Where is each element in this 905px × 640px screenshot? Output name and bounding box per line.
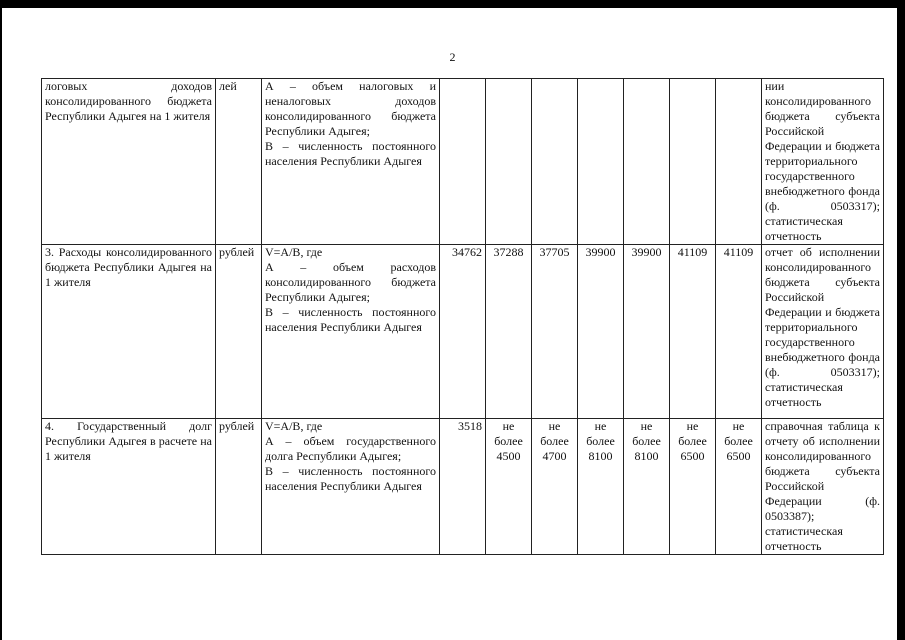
value-cell: 37288 (486, 245, 532, 419)
formula-cell: V=A/B, где А – объем государственного долга Республики Адыгея; В – численность постоянного населения Республики Адыгея (262, 419, 440, 555)
value-cell: не более 6500 (716, 419, 762, 555)
table-row (42, 79, 884, 245)
value-cell: 34762 (440, 245, 486, 419)
value-cell (716, 79, 762, 245)
indicators-table (41, 78, 884, 555)
value-cell: 37705 (532, 245, 578, 419)
formula-cell: А – объем налоговых и неналоговых доходов консолидированного бюджета Республики Адыгея; В – численность постоянного населения Республики Адыгея (262, 79, 440, 245)
value-cell: 39900 (624, 245, 670, 419)
value-cell: не более 8100 (624, 419, 670, 555)
value-cell (578, 79, 624, 245)
table-row (42, 419, 884, 555)
source-cell: нии консолидированного бюджета субъекта Российской Федерации и бюджета территориального государственного внебюджетного фонда (ф. 0503317); статистическая отчетность (762, 79, 884, 245)
indicator-cell: логовых доходов консолидированного бюджета Республики Адыгея на 1 жителя (42, 79, 216, 245)
value-cell: 41109 (716, 245, 762, 419)
unit-cell: рублей (216, 419, 262, 555)
value-cell: не более 6500 (670, 419, 716, 555)
unit-cell: лей (216, 79, 262, 245)
source-cell: отчет об исполнении консолидированного бюджета субъекта Российской Федерации и бюджета территориального государственного внебюджетного фонда (ф. 0503317); статистическая отчетность (762, 245, 884, 419)
value-cell (486, 79, 532, 245)
table-row (42, 245, 884, 419)
formula-cell: V=A/B, где А – объем расходов консолидированного бюджета Республики Адыгея; В – численность постоянного населения Республики Адыгея (262, 245, 440, 419)
value-cell: 41109 (670, 245, 716, 419)
value-cell (670, 79, 716, 245)
indicator-cell: 4. Государственный долг Республики Адыгея в расчете на 1 жителя (42, 419, 216, 555)
value-cell (440, 79, 486, 245)
indicator-cell: 3. Расходы консолидированного бюджета Республики Адыгея на 1 жителя (42, 245, 216, 419)
value-cell (624, 79, 670, 245)
value-cell: не более 8100 (578, 419, 624, 555)
value-cell: не более 4700 (532, 419, 578, 555)
value-cell: 3518 (440, 419, 486, 555)
value-cell: 39900 (578, 245, 624, 419)
unit-cell: рублей (216, 245, 262, 419)
source-cell: справочная таблица к отчету об исполнении консолидированного бюджета субъекта Российской Федерации (ф. 0503387); статистическая отчетность (762, 419, 884, 555)
page-number: 2 (449, 50, 456, 64)
value-cell (532, 79, 578, 245)
value-cell: не более 4500 (486, 419, 532, 555)
